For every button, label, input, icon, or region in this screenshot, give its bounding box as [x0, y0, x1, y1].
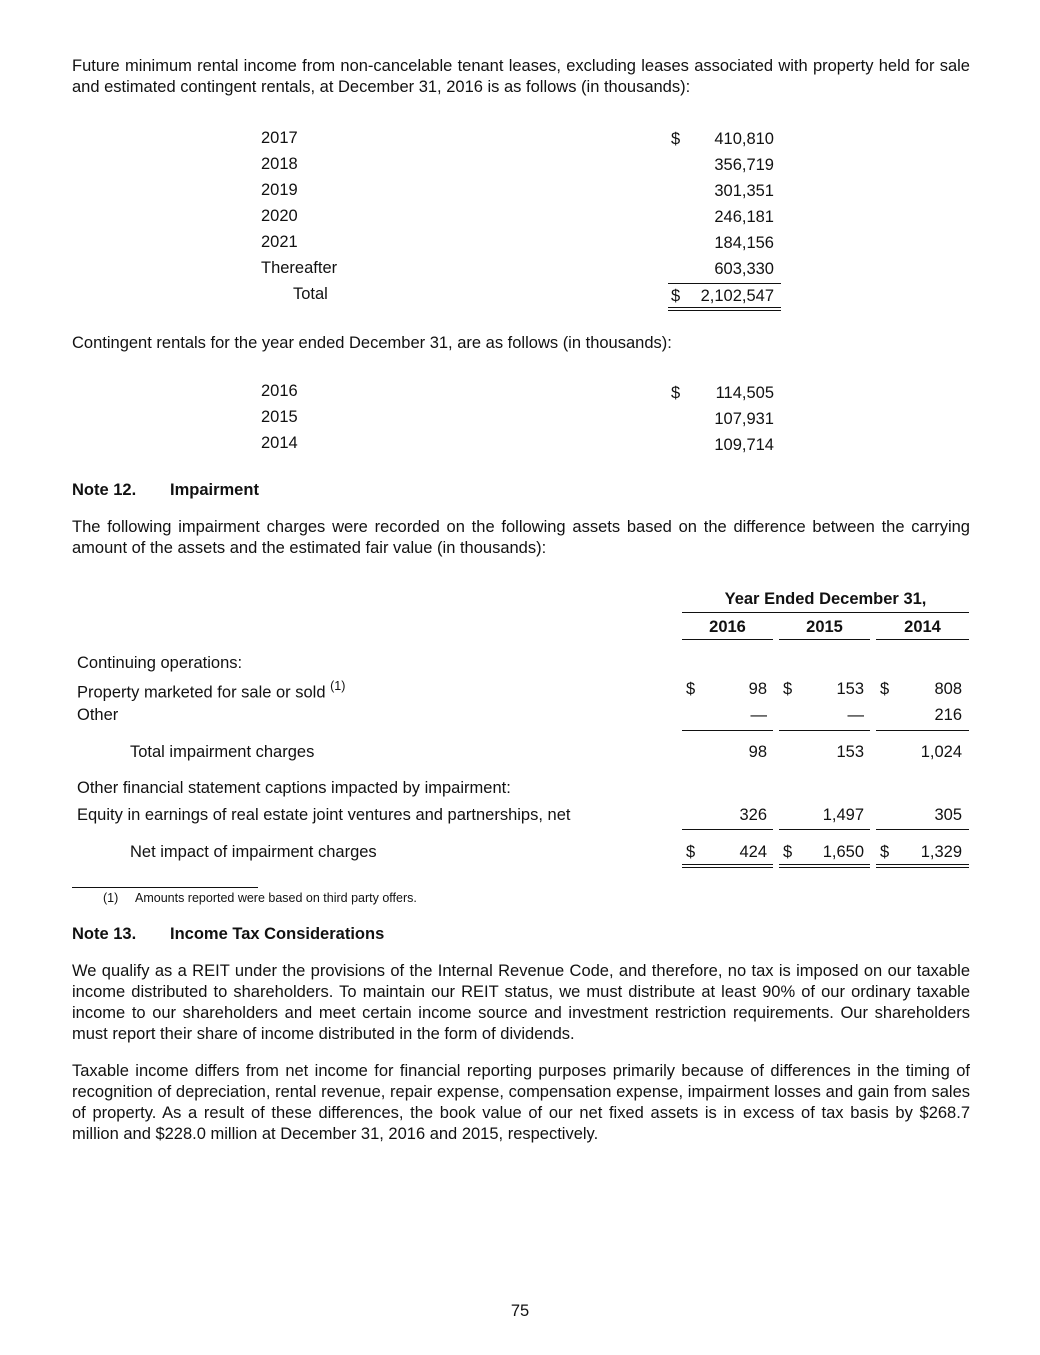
- currency-symbol: $: [671, 130, 681, 148]
- subtotal-rule: [668, 283, 781, 284]
- cell-net-2016: 424: [739, 843, 767, 861]
- cell-total-2016: 98: [748, 743, 767, 761]
- cell-total-2014: 1,024: [920, 743, 962, 761]
- section-other-captions: Other financial statement captions impacted by impairment:: [77, 779, 511, 797]
- row-total-label: Total impairment charges: [130, 743, 315, 761]
- table-header-group: Year Ended December 31,: [724, 590, 927, 608]
- column-header-2015: 2015: [806, 618, 843, 636]
- note13-title: Income Tax Considerations: [170, 925, 385, 943]
- cell-property-2015: 153: [836, 680, 864, 698]
- total-double-rule: [779, 864, 870, 868]
- row-property-label: [77, 680, 345, 703]
- contingent-year: 2015: [261, 408, 298, 426]
- cell-equity-2014: 305: [934, 806, 962, 824]
- total-double-rule: [876, 864, 969, 868]
- contingent-amount: 114,505: [715, 384, 774, 402]
- contingent-amount: 107,931: [714, 410, 774, 428]
- note12-title: Impairment: [170, 481, 259, 499]
- future-rentals-amount: 356,719: [714, 156, 774, 174]
- column-rule: [682, 639, 773, 640]
- future-rentals-year: Thereafter: [261, 259, 338, 277]
- note13-number: Note 13.: [72, 925, 137, 943]
- currency-symbol: $: [671, 384, 681, 402]
- cell-other-2015: —: [847, 706, 864, 724]
- cell-other-2014: 216: [934, 706, 962, 724]
- future-rentals-total-amount: 2,102,547: [700, 287, 774, 305]
- contingent-year: 2016: [261, 382, 298, 400]
- future-rentals-amount: 301,351: [714, 182, 774, 200]
- column-rule: [876, 639, 969, 640]
- header-rule: [682, 612, 969, 613]
- future-rentals-year: 2020: [261, 207, 298, 225]
- future-rentals-amount: 184,156: [714, 234, 774, 252]
- row-property-text: Property marketed for sale or sold: [77, 683, 326, 702]
- cell-property-2016: 98: [748, 680, 767, 698]
- footnote-marker: (1): [103, 891, 119, 905]
- currency-symbol: $: [686, 680, 696, 698]
- total-double-rule: [682, 864, 773, 868]
- column-header-2016: 2016: [709, 618, 746, 636]
- subtotal-rule: [876, 829, 969, 830]
- column-rule: [779, 639, 870, 640]
- income-tax-paragraph-1: We qualify as a REIT under the provisions of the Internal Revenue Code, and therefore, no tax is imposed on our taxable income distributed to shareholders. To maintain our REIT status, we must distribute at least 90% of our ordinary taxable income to our shareholders and meet certain income source and investment restriction requirements. Our shareholders must report their share of income distributed in the form of dividends.: [72, 962, 970, 1043]
- currency-symbol: $: [671, 287, 681, 305]
- contingent-year: 2014: [261, 434, 298, 452]
- currency-symbol: $: [880, 680, 890, 698]
- contingent-intro-paragraph: Contingent rentals for the year ended December 31, are as follows (in thousands):: [72, 334, 672, 352]
- currency-symbol: $: [783, 843, 793, 861]
- cell-equity-2015: 1,497: [822, 806, 864, 824]
- total-double-rule: [668, 307, 781, 311]
- cell-net-2015: 1,650: [822, 843, 864, 861]
- cell-property-2014: 808: [934, 680, 962, 698]
- future-rentals-amount: 246,181: [714, 208, 774, 226]
- impairment-intro-paragraph: The following impairment charges were recorded on the following assets based on the difference between the carrying amount of the assets and the estimated fair value (in thousands):: [72, 518, 970, 557]
- subtotal-rule: [682, 730, 773, 731]
- future-rentals-year: 2019: [261, 181, 298, 199]
- currency-symbol: $: [686, 843, 696, 861]
- currency-symbol: $: [880, 843, 890, 861]
- column-header-2014: 2014: [904, 618, 941, 636]
- future-rentals-amount: 410,810: [714, 130, 774, 148]
- contingent-amount: 109,714: [714, 436, 774, 454]
- subtotal-rule: [779, 730, 870, 731]
- cell-equity-2016: 326: [739, 806, 767, 824]
- row-net-label: Net impact of impairment charges: [130, 843, 377, 861]
- page-number: 75: [510, 1302, 530, 1320]
- income-tax-paragraph-2: Taxable income differs from net income for financial reporting purposes primarily because of differences in the timing of recognition of depreciation, rental revenue, repair expense, compensation expense, impairment losses and gain from sales of property. As a result of these differences, the book value of our net fixed assets is in excess of tax basis by $268.7 million and $228.0 million at December 31, 2016 and 2015, respectively.: [72, 1062, 970, 1143]
- future-rentals-amount: 603,330: [714, 260, 774, 278]
- row-other-label: Other: [77, 706, 119, 724]
- currency-symbol: $: [783, 680, 793, 698]
- row-equity-label: Equity in earnings of real estate joint ventures and partnerships, net: [77, 806, 571, 824]
- future-rentals-year: 2017: [261, 129, 298, 147]
- subtotal-rule: [682, 829, 773, 830]
- subtotal-rule: [779, 829, 870, 830]
- footnote-reference: (1): [330, 679, 346, 693]
- future-rentals-year: 2021: [261, 233, 298, 251]
- cell-total-2015: 153: [836, 743, 864, 761]
- subtotal-rule: [876, 730, 969, 731]
- future-rentals-year: 2018: [261, 155, 298, 173]
- cell-other-2016: —: [750, 706, 767, 724]
- rental-intro-paragraph: Future minimum rental income from non-cancelable tenant leases, excluding leases associated with property held for sale and estimated contingent rentals, at December 31, 2016 is as follows (in thousands):: [72, 57, 970, 96]
- footnote-separator: [72, 887, 258, 888]
- footnote-text: Amounts reported were based on third party offers.: [135, 891, 417, 905]
- note12-number: Note 12.: [72, 481, 137, 499]
- section-continuing-operations: Continuing operations:: [77, 654, 243, 672]
- cell-net-2014: 1,329: [920, 843, 962, 861]
- future-rentals-total-label: Total: [293, 285, 328, 303]
